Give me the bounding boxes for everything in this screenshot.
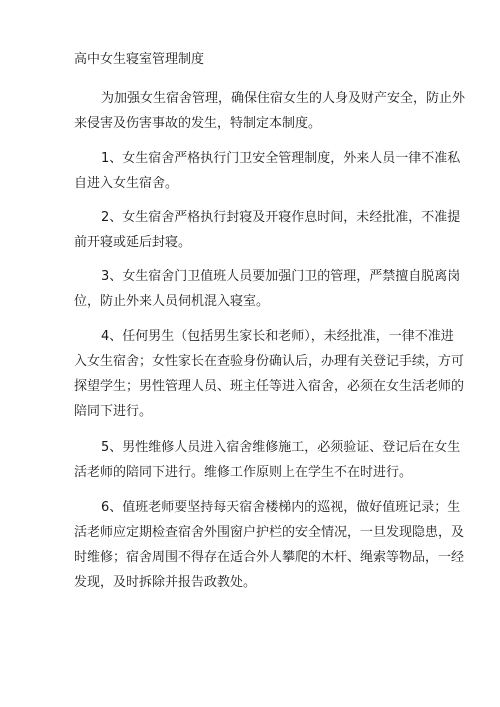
paragraph-line: 4、任何男生（包括男生家长和老师），未经批准，一律不准进 bbox=[101, 329, 454, 344]
paragraph-line: 前开寝或延后封寝。 bbox=[74, 235, 192, 250]
paragraph-line: 6、值班老师要坚持每天宿舍楼梯内的巡视，做好值班记录；生 bbox=[101, 500, 461, 515]
paragraph-intro bbox=[74, 86, 466, 136]
paragraph-line: 3、女生宿舍门卫值班人员要加强门卫的管理，严禁擅自脱离岗 bbox=[101, 269, 461, 284]
paragraph-rule-4 bbox=[74, 324, 465, 424]
paragraph-line: 自进入女生宿舍。 bbox=[74, 176, 179, 191]
paragraph-line: 位，防止外来人员伺机混入寝室。 bbox=[74, 294, 270, 309]
paragraph-line: 活老师的陪同下进行。维修工作原则上在学生不在时进行。 bbox=[74, 465, 413, 480]
paragraph-rule-6 bbox=[74, 495, 465, 595]
paragraph-line: 发现，及时拆除并报告政教处。 bbox=[74, 575, 257, 590]
paragraph-line: 5、男性维修人员进入宿舍维修施工，必须验证、登记后在女生 bbox=[101, 440, 461, 455]
paragraph-line: 1、女生宿舍严格执行门卫安全管理制度，外来人员一律不准私 bbox=[101, 151, 461, 166]
paragraph-rule-1 bbox=[74, 146, 461, 196]
paragraph-line: 探望学生；男性管理人员、班主任等进入宿舍，必须在女生活老师的 bbox=[74, 379, 465, 394]
paragraph-line: 陪同下进行。 bbox=[74, 404, 153, 419]
paragraph-line: 为加强女生宿舍管理，确保住宿女生的人身及财产安全，防止外 bbox=[101, 91, 466, 106]
paragraph-rule-2 bbox=[74, 205, 461, 255]
paragraph-line: 入女生宿舍；女性家长在查验身份确认后，办理有关登记手续，方可 bbox=[74, 354, 465, 369]
document-title: 高中女生寝室管理制度 bbox=[74, 52, 205, 67]
paragraph-rule-3 bbox=[74, 264, 461, 314]
paragraph-line: 来侵害及伤害事故的发生，特制定本制度。 bbox=[74, 116, 322, 131]
paragraph-line: 时维修；宿舍周围不得存在适合外人攀爬的木杆、绳索等物品，一经 bbox=[74, 550, 465, 565]
paragraph-line: 2、女生宿舍严格执行封寝及开寝作息时间，未经批准，不准提 bbox=[101, 210, 461, 225]
paragraph-rule-5 bbox=[74, 435, 461, 485]
paragraph-line: 活老师应定期检查宿舍外围窗户护栏的安全情况，一旦发现隐患，及 bbox=[74, 525, 465, 540]
